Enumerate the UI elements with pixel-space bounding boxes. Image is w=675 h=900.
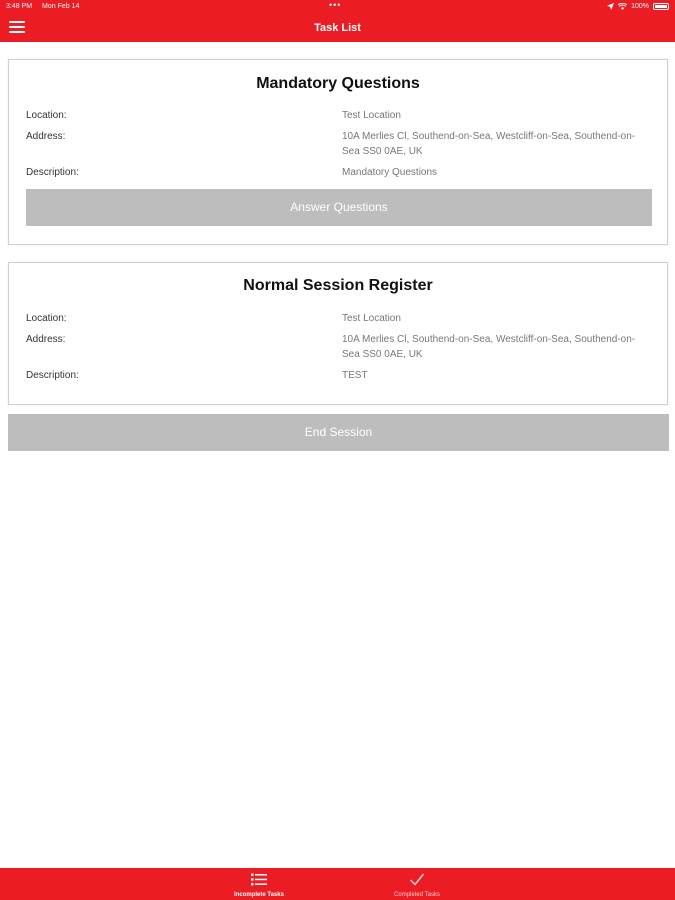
tab-label: Completed Tasks xyxy=(394,892,440,898)
tab-completed-tasks[interactable] xyxy=(357,868,477,900)
task-card-title: Mandatory Questions xyxy=(256,75,420,92)
checkmark-icon xyxy=(410,873,425,886)
task-card-normal-session-register xyxy=(8,262,668,405)
task-card-mandatory-questions xyxy=(8,59,668,245)
location-value: Test Location xyxy=(342,110,401,121)
description-value: TEST xyxy=(342,370,368,381)
status-indicators xyxy=(607,0,669,13)
tab-label: Incomplete Tasks xyxy=(234,892,284,898)
battery-icon xyxy=(653,3,669,10)
status-time-date xyxy=(6,0,79,13)
tab-incomplete-tasks[interactable] xyxy=(199,868,319,900)
location-arrow-icon xyxy=(607,3,614,10)
location-label: Location: xyxy=(26,110,67,121)
multitasking-dots-icon[interactable]: ••• xyxy=(329,0,342,10)
address-value: 10A Merlies Cl, Southend-on-Sea, Westcliff-on-Sea, Southend-on-Sea SS0 0AE, UK xyxy=(342,334,636,360)
end-session-button[interactable]: End Session xyxy=(8,414,669,451)
answer-questions-button[interactable]: Answer Questions xyxy=(26,189,652,226)
location-value: Test Location xyxy=(342,313,401,324)
battery-percent: 100% xyxy=(631,3,649,10)
description-label: Description: xyxy=(26,370,79,381)
wifi-icon xyxy=(618,3,627,10)
bottom-tab-bar xyxy=(0,868,675,900)
address-value: 10A Merlies Cl, Southend-on-Sea, Westcliff-on-Sea, Southend-on-Sea SS0 0AE, UK xyxy=(342,131,636,157)
status-date: Mon Feb 14 xyxy=(42,3,80,10)
task-card-title: Normal Session Register xyxy=(243,277,433,294)
page-title: Task List xyxy=(314,22,361,34)
top-navigation-bar xyxy=(0,0,675,42)
address-label: Address: xyxy=(26,131,66,142)
address-label: Address: xyxy=(26,334,66,345)
status-time: 3:48 PM xyxy=(6,3,33,10)
list-icon xyxy=(251,873,267,886)
description-value: Mandatory Questions xyxy=(342,167,438,178)
description-label: Description: xyxy=(26,167,79,178)
status-bar xyxy=(0,0,675,13)
location-label: Location: xyxy=(26,313,67,324)
